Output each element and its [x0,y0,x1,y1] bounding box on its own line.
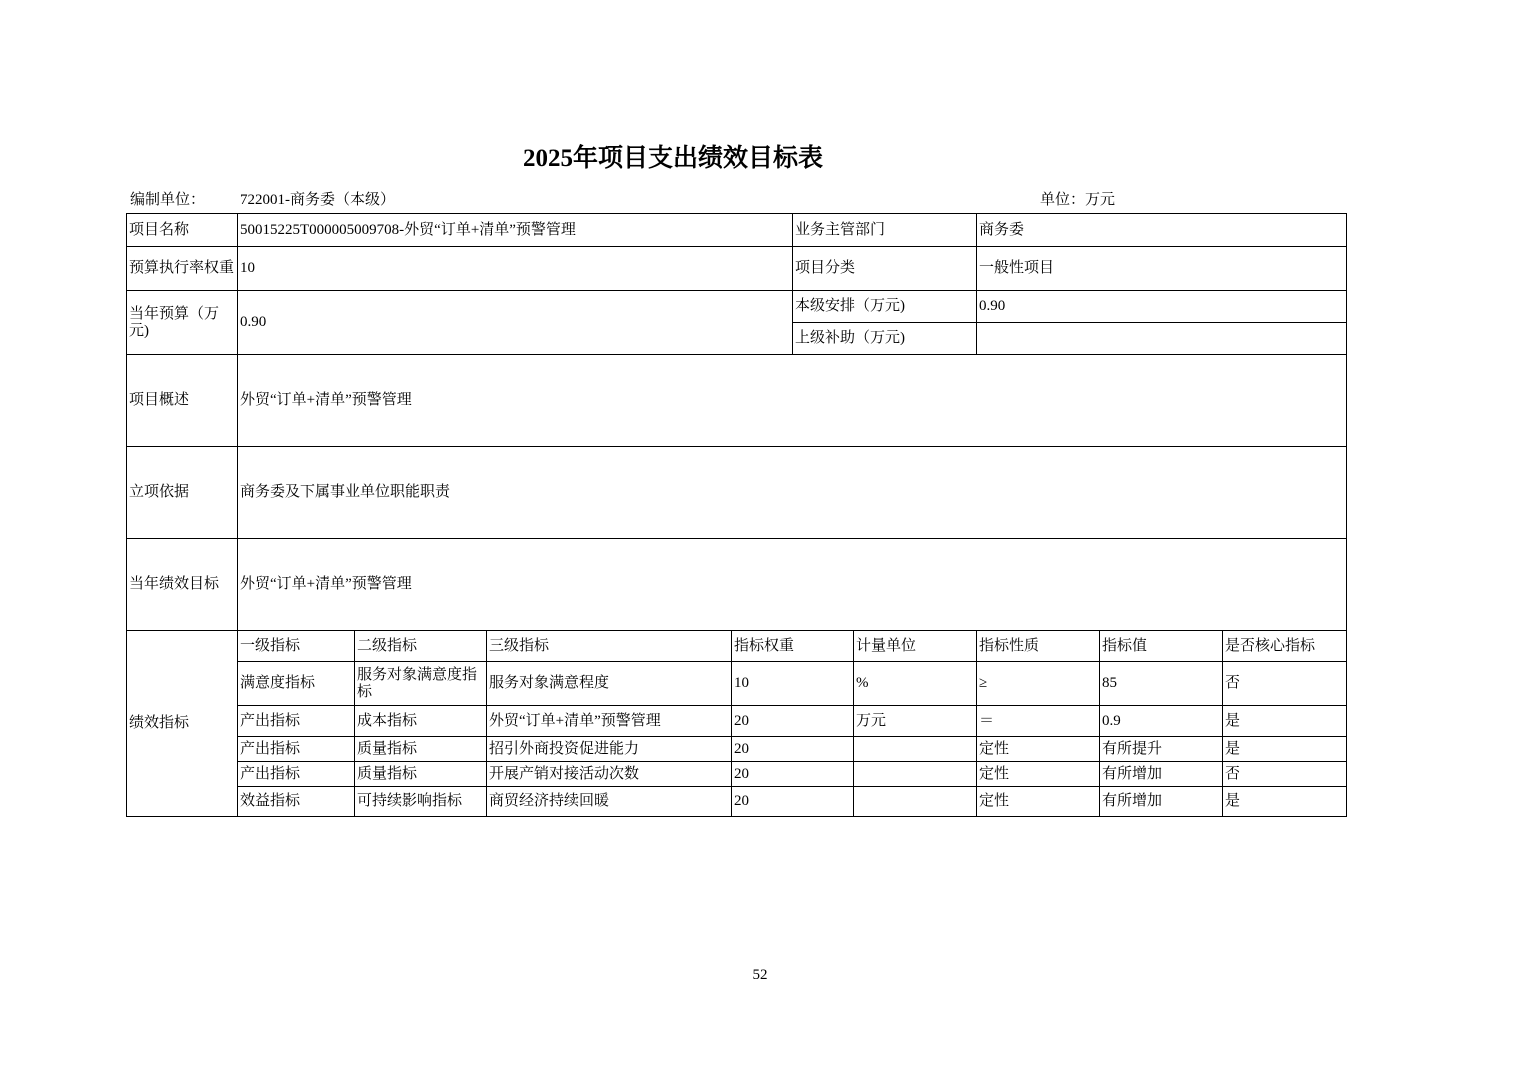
cell-level3: 服务对象满意程度 [487,662,732,706]
cell-level2: 成本指标 [355,706,487,737]
overview-label: 项目概述 [127,355,238,447]
cell-level3: 招引外商投资促进能力 [487,737,732,762]
annual-budget-label: 当年预算（万元) [127,291,238,355]
cell-core: 否 [1223,762,1347,787]
basis-label: 立项依据 [127,447,238,539]
cell-value: 有所提升 [1100,737,1223,762]
cell-level2: 可持续影响指标 [355,787,487,817]
annual-budget-value: 0.90 [238,291,793,355]
cell-weight: 10 [732,662,854,706]
cell-unit [854,762,977,787]
basis-value: 商务委及下属事业单位职能职责 [238,447,1347,539]
cell-unit [854,787,977,817]
overview-value: 外贸“订单+清单”预警管理 [238,355,1347,447]
cell-level1: 产出指标 [238,737,355,762]
cell-level1: 效益指标 [238,787,355,817]
cell-value: 0.9 [1100,706,1223,737]
compiler-label: 编制单位： [130,192,206,208]
cell-level1: 产出指标 [238,762,355,787]
page-title: 2025年项目支出绩效目标表 [522,145,823,172]
upper-subsidy-label: 上级补助（万元) [793,323,977,355]
header-value: 指标值 [1100,631,1223,662]
budget-weight-label: 预算执行率权重 [127,247,238,291]
local-arrangement-value: 0.90 [977,291,1347,323]
cell-nature: ≥ [977,662,1100,706]
local-arrangement-label: 本级安排（万元) [793,291,977,323]
table-row [127,706,1347,737]
header-weight: 指标权重 [732,631,854,662]
cell-core: 否 [1223,662,1347,706]
header-level3: 三级指标 [487,631,732,662]
cell-core: 是 [1223,737,1347,762]
goal-value: 外贸“订单+清单”预警管理 [238,539,1347,631]
project-name-label: 项目名称 [127,214,238,247]
cell-nature: 定性 [977,787,1100,817]
cell-level2: 质量指标 [355,762,487,787]
cell-value: 有所增加 [1100,762,1223,787]
cell-nature: 定性 [977,737,1100,762]
department-label: 业务主管部门 [793,214,977,247]
table-row [127,662,1347,706]
cell-level3: 商贸经济持续回暖 [487,787,732,817]
header-unit: 计量单位 [854,631,977,662]
header-level1: 一级指标 [238,631,355,662]
cell-level2: 质量指标 [355,737,487,762]
cell-weight: 20 [732,737,854,762]
category-value: 一般性项目 [977,247,1347,291]
cell-value: 85 [1100,662,1223,706]
header-level2: 二级指标 [355,631,487,662]
unit-label: 单位：万元 [1040,192,1116,208]
cell-unit [854,737,977,762]
header-core: 是否核心指标 [1223,631,1347,662]
category-label: 项目分类 [793,247,977,291]
performance-table [126,213,1347,817]
indicators-section-label: 绩效指标 [127,631,238,817]
upper-subsidy-value [977,323,1347,355]
cell-level3: 开展产销对接活动次数 [487,762,732,787]
cell-nature: 定性 [977,762,1100,787]
cell-level1: 满意度指标 [238,662,355,706]
cell-core: 是 [1223,706,1347,737]
cell-weight: 20 [732,706,854,737]
cell-core: 是 [1223,787,1347,817]
budget-weight-value: 10 [238,247,793,291]
cell-unit: % [854,662,977,706]
cell-level3: 外贸“订单+清单”预警管理 [487,706,732,737]
cell-weight: 20 [732,787,854,817]
cell-level1: 产出指标 [238,706,355,737]
goal-label: 当年绩效目标 [127,539,238,631]
cell-unit: 万元 [854,706,977,737]
cell-level2: 服务对象满意度指标 [355,662,487,706]
project-name-value: 50015225T000005009708-外贸“订单+清单”预警管理 [238,214,793,247]
cell-weight: 20 [732,762,854,787]
table-row [127,737,1347,762]
cell-value: 有所增加 [1100,787,1223,817]
department-value: 商务委 [977,214,1347,247]
compiler-value: 722001-商务委（本级） [240,192,395,208]
cell-nature: ＝ [977,706,1100,737]
table-row [127,762,1347,787]
page-number: 52 [752,967,768,983]
header-nature: 指标性质 [977,631,1100,662]
table-row [127,787,1347,817]
